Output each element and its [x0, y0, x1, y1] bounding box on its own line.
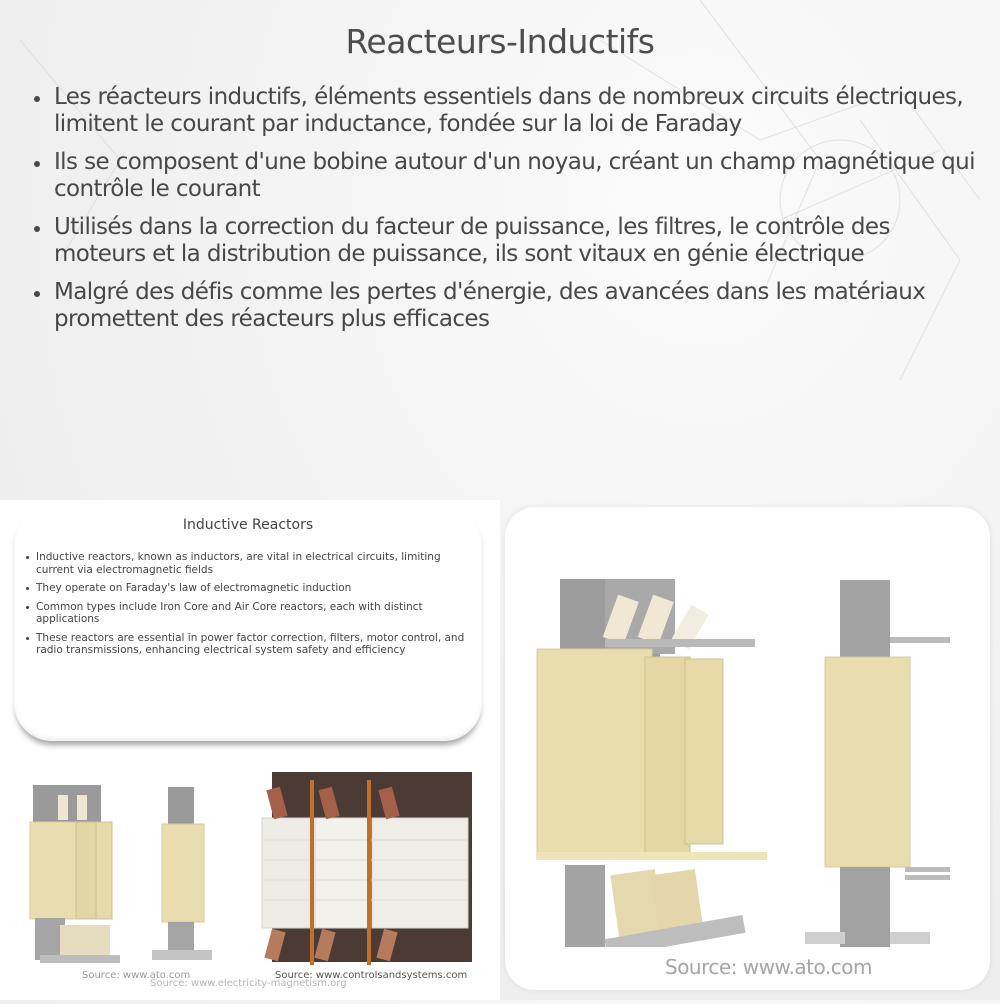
- bullet-item: Malgré des défis comme les pertes d'énergie, des avancées dans les matériaux promettent des réacteurs plus efficaces: [30, 279, 980, 333]
- panel-bullet-item: Inductive reactors, known as inductors, are vital in electrical circuits, limiting current via electromagnetic fields: [24, 551, 479, 576]
- panel-title: Inductive Reactors: [182, 517, 314, 533]
- page-title: Reacteurs-Inductifs: [345, 22, 655, 61]
- bullet-dot-icon: [34, 291, 40, 297]
- main-bullet-list: [30, 84, 980, 344]
- source-caption: Source: www.ato.com: [665, 955, 872, 979]
- single-phase-reactor: [805, 580, 950, 947]
- reactor-photos-row: [0, 750, 500, 1000]
- bullet-dot-icon: [34, 161, 40, 167]
- source-caption: Source: www.ato.com: [82, 970, 191, 981]
- three-phase-reactor: [537, 579, 767, 947]
- reactor-photos-image: [0, 750, 500, 1000]
- source-caption: Source: www.electricity-magnetism.org: [150, 978, 347, 989]
- bullet-item: Utilisés dans la correction du facteur de puissance, les filtres, le contrôle des moteurs et la distribution de puissance, ils sont vitaux en génie électrique: [30, 214, 980, 268]
- right-photo-card: [505, 507, 990, 990]
- bullet-dot-icon: [26, 587, 29, 590]
- panel-bullet-item: These reactors are essential in power factor correction, filters, motor control, and radio transmissions, enhancing electrical system safety and efficiency: [24, 632, 479, 657]
- bullet-item: Ils se composent d'une bobine autour d'un noyau, créant un champ magnétique qui contrôle le courant: [30, 149, 980, 203]
- bullet-dot-icon: [26, 637, 29, 640]
- bullet-dot-icon: [34, 226, 40, 232]
- bullet-dot-icon: [26, 556, 29, 559]
- bullet-dot-icon: [26, 606, 29, 609]
- panel-bullet-list: [24, 551, 479, 663]
- panel-bullet-item: Common types include Iron Core and Air Core reactors, each with distinct applications: [24, 601, 479, 626]
- three-phase-reactor-small: [30, 785, 120, 963]
- reactor-photo-large: [505, 507, 990, 947]
- single-phase-reactor-small: [152, 787, 212, 960]
- inductive-reactors-panel: [14, 505, 482, 741]
- source-caption: Source: www.controlsandsystems.com: [275, 970, 468, 981]
- bullet-dot-icon: [34, 96, 40, 102]
- panel-bullet-item: They operate on Faraday's law of electromagnetic induction: [24, 582, 479, 595]
- iron-core-reactor-large: [262, 772, 472, 965]
- bullet-item: Les réacteurs inductifs, éléments essentiels dans de nombreux circuits électriques, limitent le courant par inductance, fondée sur la loi de Faraday: [30, 84, 980, 138]
